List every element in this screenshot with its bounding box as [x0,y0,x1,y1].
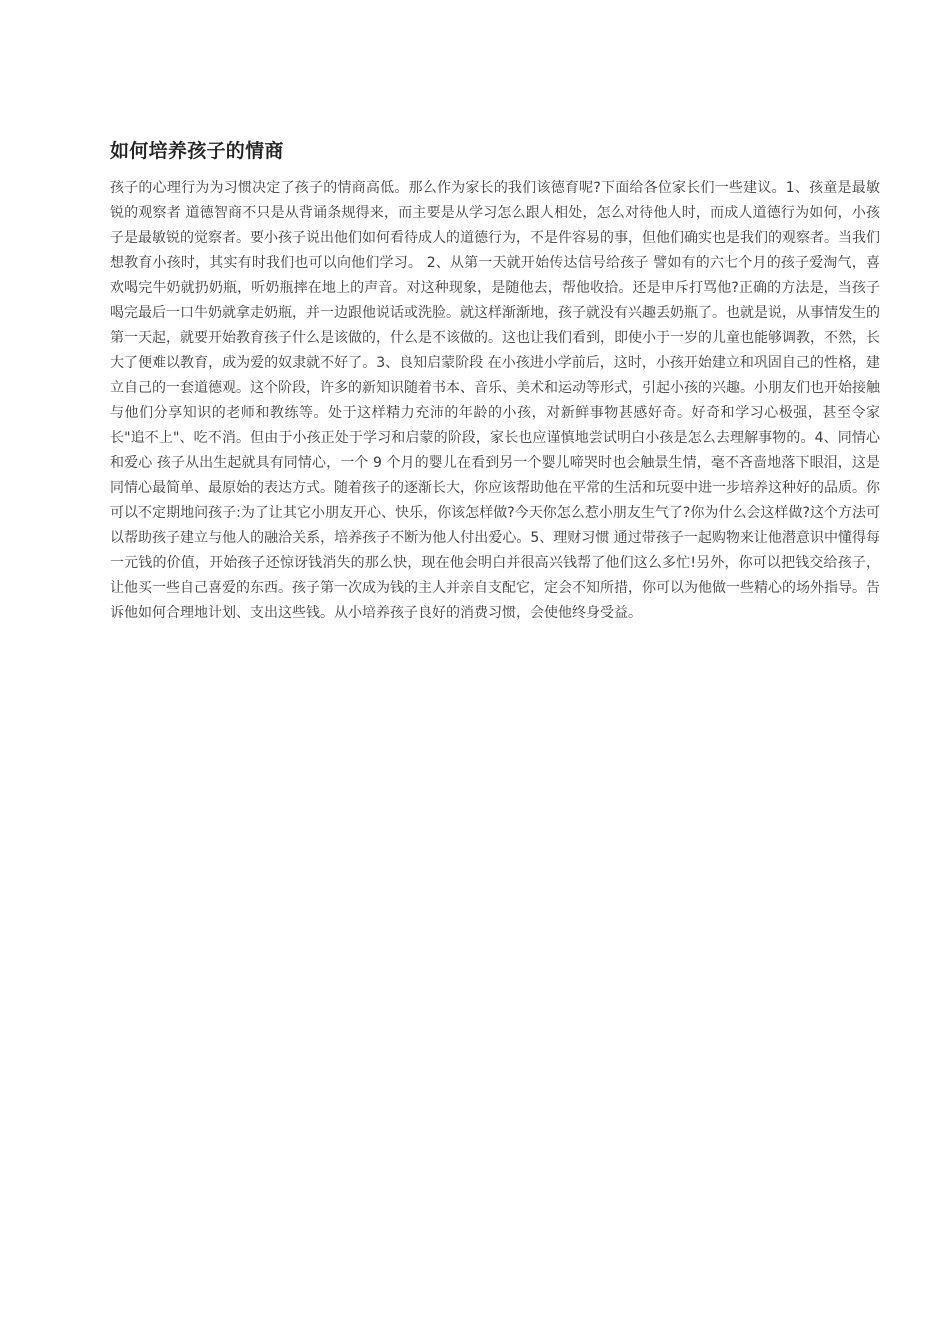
document-title: 如何培养孩子的情商 [110,140,284,162]
document-page [110,138,880,626]
document-body: 孩子的心理行为为习惯决定了孩子的情商高低。那么作为家长的我们该德育呢?下面给各位家长们一些建议。1、孩童是最敏锐的观察者 道德智商不只是从背诵条规得来，而主要是从学习怎么跟人相处，怎么对待他人时，而成人道德行为如何，小孩子是最敏锐的觉察者。要小孩子说出他们如何看待成人的道德行为，不是件容易的事，但他们确实也是我们的观察者。当我们想教育小孩时，其实有时我们也可以向他们学习。 2、从第一天就开始传达信号给孩子 譬如有的六七个月的孩子爱淘气，喜欢喝完牛奶就扔奶瓶，听奶瓶摔在地上的声音。对这种现象，是随他去，帮他收拾。还是申斥打骂他?正确的方法是，当孩子喝完最后一口牛奶就拿走奶瓶，并一边跟他说话或洗脸。就这样渐渐地，孩子就没有兴趣丢奶瓶了。也就是说，从事情发生的第一天起，就要开始教育孩子什么是该做的，什么是不该做的。这也让我们看到，即使小于一岁的儿童也能够调教，不然，长大了便难以教育，成为爱的奴隶就不好了。3、良知启蒙阶段 在小孩进小学前后，这时，小孩开始建立和巩固自己的性格，建立自己的一套道德观。这个阶段，许多的新知识随着书本、音乐、美术和运动等形式，引起小孩的兴趣。小朋友们也开始接触与他们分享知识的老师和教练等。处于这样精力充沛的年龄的小孩，对新鲜事物甚感好奇。好奇和学习心极强，甚至令家长"追不上"、吃不消。但由于小孩正处于学习和启蒙的阶段，家长也应谨慎地尝试明白小孩是怎么去理解事物的。4、同情心和爱心 孩子从出生起就具有同情心，一个 9 个月的婴儿在看到另一个婴儿啼哭时也会触景生情，毫不吝啬地落下眼泪，这是同情心最简单、最原始的表达方式。随着孩子的逐渐长大，你应该帮助他在平常的生活和玩耍中进一步培养这种好的品质。你可以不定期地问孩子:为了让其它小朋友开心、快乐，你该怎样做?今天你怎么惹小朋友生气了?你为什么会这样做?这个方法可以帮助孩子建立与他人的融洽关系，培养孩子不断为他人付出爱心。5、理财习惯 通过带孩子一起购物来让他潜意识中懂得每一元钱的价值，开始孩子还惊讶钱消失的那么快，现在他会明白并很高兴钱帮了他们这么多忙!另外，你可以把钱交给孩子，让他买一些自己喜爱的东西。孩子第一次成为钱的主人并亲自支配它，定会不知所措，你可以为他做一些精心的场外指导。告诉他如何合理地计划、支出这些钱。从小培养孩子良好的消费习惯，会使他终身受益。 [110,180,880,621]
